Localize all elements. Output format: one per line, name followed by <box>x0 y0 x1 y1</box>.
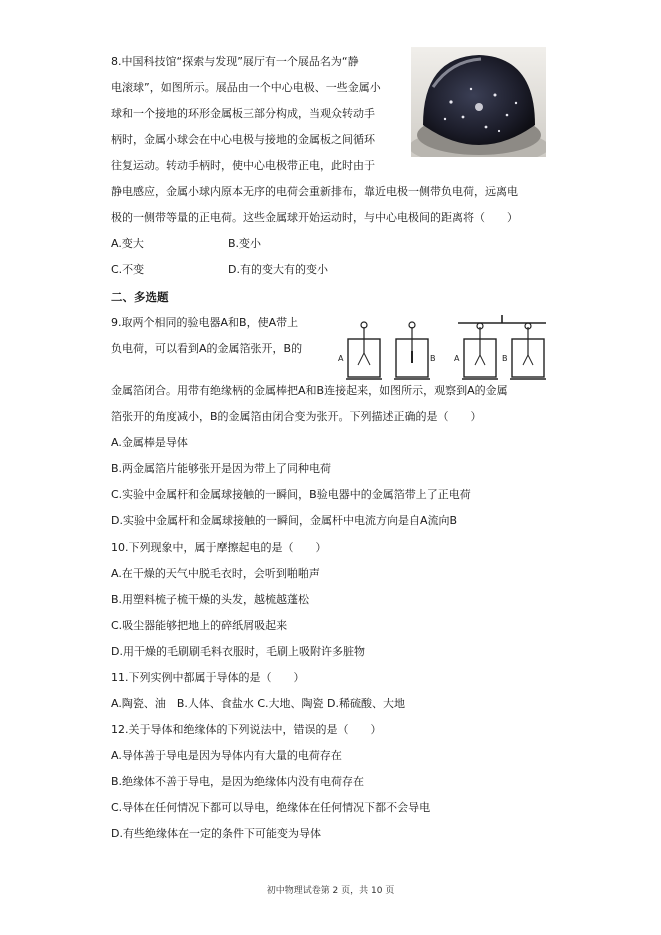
q9-option-d: D.实验中金属杆和金属球接触的一瞬间，金属杆中电流方向是自A流向B <box>111 514 458 527</box>
q8-line-3: 球和一个接地的环形金属板三部分构成，当观众转动手 <box>111 107 375 120</box>
q9-option-c: C.实验中金属杆和金属球接触的一瞬间，B验电器中的金属箔带上了正电荷 <box>111 488 471 501</box>
q8-line-5: 往复运动。转动手柄时，使中心电极带正电，此时由于 <box>111 159 375 172</box>
q8-option-d: D.有的变大有的变小 <box>228 263 328 276</box>
fig-label-a1: A <box>338 354 344 363</box>
fig-label-a2: A <box>454 354 460 363</box>
q9-line-2: 负电荷，可以看到A的金属箔张开，B的 <box>111 342 303 355</box>
q8-line-4: 柄时，金属小球会在中心电极与接地的金属板之间循环 <box>111 133 375 146</box>
electroscope-b-after <box>510 323 546 379</box>
electroscope-a-before <box>346 322 382 379</box>
q12-option-d: D.有些绝缘体在一定的条件下可能变为导体 <box>111 827 321 840</box>
q9-line-1: 9.取两个相同的验电器A和B，使A带上 <box>111 316 299 329</box>
q10-stem: 10.下列现象中，属于摩擦起电的是（ ） <box>111 541 327 554</box>
electroscope-b-before <box>394 322 430 379</box>
q12-stem: 12.关于导体和绝缘体的下列说法中，错误的是（ ） <box>111 723 382 736</box>
q9-line-4: 箔张开的角度减小，B的金属箔由闭合变为张开。下列描述正确的是（ ） <box>111 410 482 423</box>
fig-label-b2: B <box>502 354 508 363</box>
q8-line-2: 电滚球”，如图所示。展品由一个中心电极、一些金属小 <box>111 81 381 94</box>
q9-option-b: B.两金属箔片能够张开是因为带上了同种电荷 <box>111 462 332 475</box>
q12-option-c: C.导体在任何情况下都可以导电，绝缘体在任何情况下都不会导电 <box>111 801 431 814</box>
q9-option-a: A.金属棒是导体 <box>111 436 188 449</box>
section-title-multiple-choice: 二、多选题 <box>111 290 169 304</box>
q8-option-c: C.不变 <box>111 263 145 276</box>
q11-stem: 11.下列实例中都属于导体的是（ ） <box>111 671 305 684</box>
q10-option-a: A.在干燥的天气中脱毛衣时，会听到啪啪声 <box>111 567 320 580</box>
electroscope-figure <box>334 313 549 393</box>
q12-option-b: B.绝缘体不善于导电，是因为绝缘体内没有电荷存在 <box>111 775 365 788</box>
page-footer: 初中物理试卷第 2 页，共 10 页 <box>266 886 395 896</box>
q8-option-b: B.变小 <box>228 237 262 250</box>
q8-line-1: 8.中国科技馆“探索与发现”展厅有一个展品名为“静 <box>111 55 359 68</box>
q10-option-b: B.用塑料梳子梳干燥的头发，越梳越蓬松 <box>111 593 310 606</box>
q8-line-6: 静电感应，金属小球内原本无序的电荷会重新排布，靠近电极一侧带负电荷，远离电 <box>111 185 518 198</box>
q11-options: A.陶瓷、油 B.人体、食盐水 C.大地、陶瓷 D.稀硫酸、大地 <box>111 697 406 710</box>
q8-option-a: A.变大 <box>111 237 144 250</box>
electroscope-a-after <box>462 323 498 379</box>
q8-line-7: 极的一侧带等量的正电荷。这些金属球开始运动时，与中心电极间的距离将（ ） <box>111 211 518 224</box>
q10-option-d: D.用干燥的毛刷刷毛料衣服时，毛刷上吸附许多脏物 <box>111 645 365 658</box>
static-ball-photo <box>411 47 546 157</box>
fig-label-b1: B <box>430 354 436 363</box>
q12-option-a: A.导体善于导电是因为导体内有大量的电荷存在 <box>111 749 342 762</box>
q9-line-3: 金属箔闭合。用带有绝缘柄的金属棒把A和B连接起来，如图所示，观察到A的金属 <box>111 384 508 397</box>
q10-option-c: C.吸尘器能够把地上的碎纸屑吸起来 <box>111 619 288 632</box>
